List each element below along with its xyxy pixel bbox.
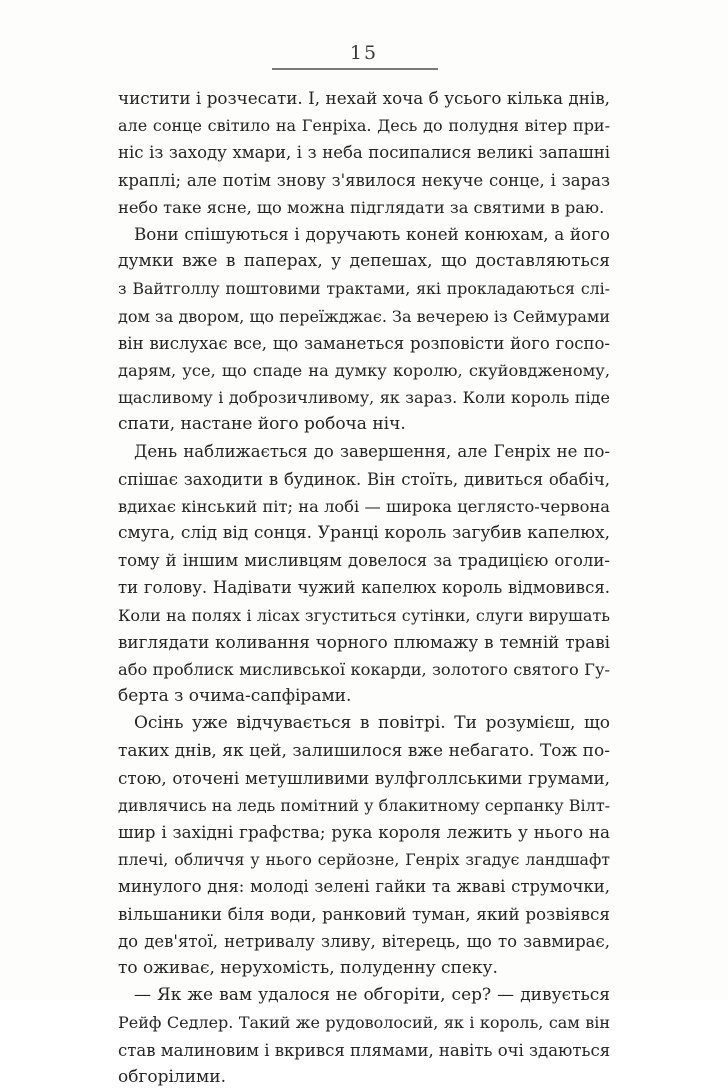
text-line: Рейф Седлер. Такий же рудоволосий, як і король, сам він — [118, 1013, 610, 1033]
page-number: 15 — [349, 42, 379, 64]
text-line: став малиновим і вкрився плямами, навіть очі здаються — [118, 1040, 611, 1060]
text-line: Коли на полях і лісах згуститься сутінки, слуги вирушать — [118, 605, 610, 625]
text-line: краплі; але потім знову з'явилося некуче сонце, і зараз — [118, 170, 610, 190]
text-line: шир і західні графства; рука короля лежить у нього на — [118, 822, 610, 843]
text-line: таких днів, як цей, залишилося вже небагато. Тож по- — [118, 740, 610, 761]
text-line: небо таке ясне, що можна підглядати за святими в раю. — [118, 197, 605, 217]
text-line: або проблиск мисливської кокарди, золотого святого Гу- — [118, 659, 610, 679]
body-text — [118, 85, 610, 1091]
text-line: спати, настане його робоча ніч. — [118, 414, 406, 435]
text-line: він вислухає все, що заманеться розповісти його госпо- — [118, 333, 610, 353]
text-line: День наближається до завершення, але Генріх не по- — [134, 442, 610, 462]
text-line: до дев'ятої, нетривалу зливу, вітерець, що то завмирає, — [118, 931, 610, 951]
text-line: берта з очима-сапфірами. — [118, 686, 352, 707]
text-line: — Як же вам удалося не обгоріти, сер? — дивується — [134, 985, 610, 1006]
text-line: тому й іншим мисливцям довелося за традицією оголи- — [118, 551, 610, 571]
text-line: щасливому і доброзичливому, як зараз. Коли король піде — [118, 388, 610, 408]
text-line: виглядати коливання чорного плюмажу в темній траві — [118, 631, 610, 652]
text-line: але сонце світило на Генріха. Десь до полудня вітер при- — [118, 116, 610, 136]
text-line: обгорілими. — [118, 1066, 227, 1087]
text-line: думки вже в паперах, у депешах, що доставляються — [118, 251, 610, 272]
text-line: ти голову. Надівати чужий капелюх король відмовився. — [118, 578, 610, 598]
text-line: чистити і розчесати. І, нехай хоча б усього кілька днів, — [118, 88, 610, 108]
text-line: з Вайтголлу поштовими трактами, які прокладаються слі- — [118, 279, 610, 299]
text-line: стою, оточені метушливими вулфголлськими грумами, — [118, 767, 610, 788]
text-line: вільшаники біля води, ранковий туман, який розвіявся — [118, 903, 610, 924]
text-line: смуга, слід від сонця. Уранці король загубив капелюх, — [118, 523, 610, 543]
text-line: дарям, усе, що спаде на думку королю, скуйовдженому, — [118, 360, 610, 380]
text-line: спішає заходити в будинок. Він стоїть, дивиться обабіч, — [118, 469, 610, 489]
text-line: дом за двором, що переїжджає. За вечерею із Сеймурами — [118, 306, 610, 326]
text-line: минулого дня: молоді зелені гайки та жваві струмочки, — [118, 877, 610, 897]
header-rule — [272, 68, 438, 70]
text-line: ніс із заходу хмари, і з неба посипалися великі запашні — [118, 143, 610, 163]
text-line: Вони спішуються і доручають коней конюхам, а його — [134, 223, 610, 244]
text-line: плечі, обличчя у нього серйозне, Генріх згадує ландшафт — [118, 850, 610, 870]
text-line: дивлячись на ледь помітний у блакитному серпанку Вілт- — [118, 795, 611, 815]
text-line: Осінь уже відчувається в повітрі. Ти розумієш, що — [134, 713, 610, 734]
text-line: вдихає кінський піт; на лобі — широка цеглясто-червона — [118, 496, 610, 516]
text-line: то оживає, нерухомість, полуденну спеку. — [118, 958, 498, 978]
